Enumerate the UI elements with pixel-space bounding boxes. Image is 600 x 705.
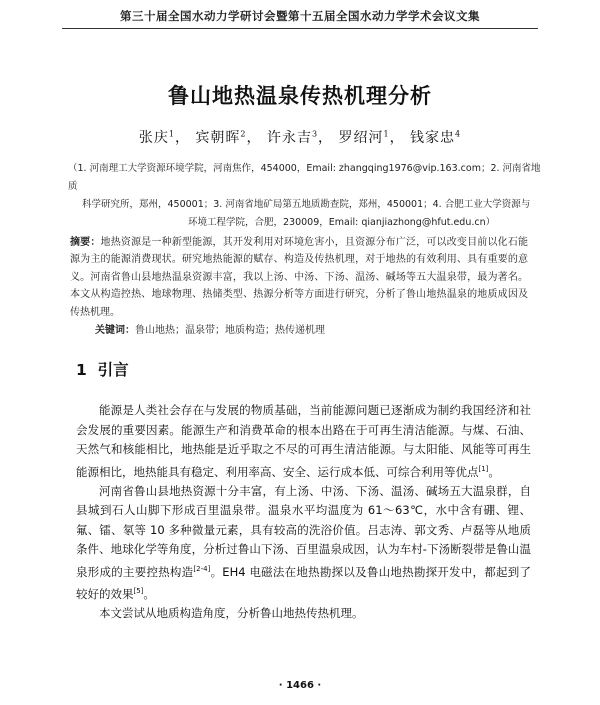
citation: [5] [133, 587, 144, 596]
paragraph [76, 604, 531, 624]
abstract-text: 地热资源是一种新型能源，其开发利用对环境危害小，且资源分布广泛，可以改变目前以化石能源为主的能源消费现状。研究地热能源的赋存、构造及传热机理，对于地热的有效利用、具有重要的意义。河南省鲁山县地热温泉资源丰富，我以上汤、中汤、下汤、温汤、碱场等五大温泉带，最为著名。本文从构造控热、地球物理、热储类型、热源分析等方面进行研究，分析了鲁山地热温泉的地质成因及传热机理。 [70, 237, 529, 318]
author: 罗绍河 [338, 130, 384, 146]
affiliation-line: 科学研究所，郑州，450001；3. 河南省地矿局第五地质勘查院，郑州，450001；4. 合肥工业大学资源与 [82, 199, 531, 210]
paragraph-tail: 。EH4 电磁法在地热勘探以及鲁山地热勘探开发中，都起到了较好的效果 [76, 564, 531, 601]
paragraph [76, 482, 531, 605]
abstract-label: 摘要： [70, 237, 101, 248]
author-sup: 1 [168, 129, 175, 139]
affiliation-line: 环境工程学院，合肥，230009，Email: qianjiazhong@hfut.edu.cn） [188, 217, 496, 228]
affiliations [68, 160, 548, 232]
author-sup: 2 [240, 129, 247, 139]
author: 钱家忠 [410, 130, 456, 146]
paragraph-text: 能源是人类社会存在与发展的物质基础，当前能源问题已逐渐成为制约我国经济和社会发展的重要因素。能源生产和消费革命的根本出路在于可再生清洁能源。与煤、石油、天然气和核能相比，地热能是近乎取之不尽的可再生清洁能源。与太阳能、风能等可再生能源相比，地热能具有稳定、利用率高、安全、运行成本低、可综合利用等优点 [76, 403, 531, 479]
abstract [70, 234, 528, 321]
author: 许永吉 [266, 130, 312, 146]
author: 宾朝晖 [195, 130, 241, 146]
keywords-label: 关键词： [95, 325, 135, 336]
paragraph [76, 401, 531, 482]
author-sup: 4 [455, 129, 462, 139]
body-text [76, 401, 531, 624]
section-heading [76, 358, 129, 380]
author-sup: 3 [311, 129, 319, 139]
affiliation-line: （1. 河南理工大学资源环境学院，河南焦作，454000，Email: zhangqing1976@vip.163.com；2. 河南省地质 [68, 163, 541, 192]
running-header: 第三十届全国水动力学研讨会暨第十五届全国水动力学学术会议文集 [120, 9, 480, 23]
paragraph-text: 河南省鲁山县地热资源十分丰富，有上汤、中汤、下汤、温汤、碱场五大温泉群，自县城到石人山脚下形成百里温泉带。温泉水平均温度为 61～63℃，水中含有硼、锂、氟、镭、氡等 10 多种微量元素，具有较高的洗浴价值。吕志涛、郭文秀、卢磊等从地质条件、地球化学等角度，分析过鲁山下汤、百里温泉成因，认为车村-下汤断裂带是鲁山温泉形成的主要控热构造 [76, 483, 531, 579]
keywords [95, 321, 535, 336]
author: 张庆 [138, 130, 169, 146]
paragraph-tail: 。 [488, 464, 500, 479]
section-title: 引言 [97, 361, 129, 379]
paragraph-text: 本文尝试从地质构造角度，分析鲁山地热传热机理。 [99, 606, 364, 621]
page-number: · 1466 · [278, 680, 322, 691]
paper-title: 鲁山地热温泉传热机理分析 [168, 84, 432, 108]
citation: [1] [478, 464, 489, 473]
citation: [2-4] [193, 564, 211, 573]
author-sup: 1 [383, 129, 390, 139]
author-list: 张庆$^1$， 宾朝晖$^2$， 许永吉$^3$， 罗绍河$^1$， 钱家忠$^4$ [138, 129, 462, 146]
keywords-text: 鲁山地热；温泉带；地质构造；热传递机理 [135, 325, 325, 336]
header-rule [62, 28, 538, 29]
paragraph-tail: 。 [143, 586, 155, 601]
section-number: 1 [76, 361, 87, 379]
